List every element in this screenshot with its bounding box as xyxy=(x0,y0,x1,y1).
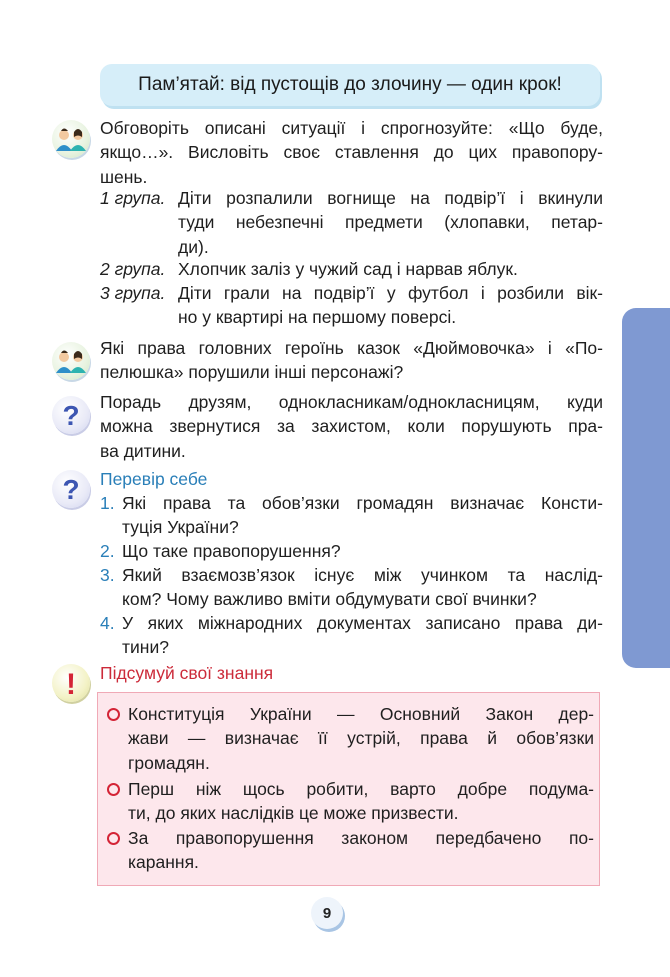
question-icon xyxy=(52,396,90,434)
question-number: 1. xyxy=(100,493,115,513)
bullet-circle-icon xyxy=(107,783,120,796)
check-heading: Перевір себе xyxy=(100,469,208,489)
group-icon xyxy=(52,342,90,380)
text-line: Обговоріть описані ситуації і спрогнозуйте: «Що буде, xyxy=(100,118,603,138)
text-line: якщо…». Висловіть своє ставлення до цих правопору- xyxy=(100,142,603,163)
text-line: карання. xyxy=(128,852,199,873)
text-line: Який взаємозв’язок існує між учинком та наслід- xyxy=(122,565,603,585)
summary-heading: Підсумуй свої знання xyxy=(100,663,274,683)
side-tab xyxy=(622,308,670,668)
reminder-banner xyxy=(100,64,600,106)
text-line: ва дитини. xyxy=(100,440,186,461)
text-line: громадян. xyxy=(128,752,210,773)
group-label: 2 група. xyxy=(100,259,166,279)
text-line: ти, до яких наслідків це може призвести. xyxy=(128,803,459,824)
group-label: 3 група. xyxy=(100,283,166,303)
advice-task xyxy=(100,390,603,463)
text-line: Які права головних героїнь казок «Дюймовочка» і «По- xyxy=(100,338,603,358)
text-line: пелюшка» порушили інші персонажі? xyxy=(100,362,404,383)
text-line: Порадь друзям, однокласникам/однокласницям, куди xyxy=(100,392,603,412)
question-icon xyxy=(52,470,90,508)
text-line: но у квартирі на першому поверсі. xyxy=(178,307,457,328)
text-line: ком? Чому важливо вміти обдумувати свої вчинки? xyxy=(122,589,537,610)
svg-text:!: ! xyxy=(66,668,76,701)
text-line: шень. xyxy=(100,166,148,187)
text-line: жави — визначає її устрій, права й обов’язки xyxy=(128,728,594,749)
tales-question xyxy=(100,336,603,385)
summary-box xyxy=(97,692,600,886)
text-line: туди небезпечні предмети (хлопавки, петар- xyxy=(178,212,603,233)
text-line: Що таке правопорушення? xyxy=(122,541,341,561)
text-line: У яких міжнародних документах записано права ди- xyxy=(122,613,603,633)
text-line: Діти грали на подвір’ї у футбол і розбили вік- xyxy=(178,283,603,303)
text-line: тини? xyxy=(122,637,169,658)
alert-icon xyxy=(52,664,90,702)
bullet-circle-icon xyxy=(107,832,120,845)
text-line: ди). xyxy=(178,236,209,257)
text-line: туція України? xyxy=(122,517,239,538)
discussion-intro xyxy=(100,116,603,189)
group-label: 1 група. xyxy=(100,188,166,208)
svg-text:?: ? xyxy=(62,474,80,505)
text-line: За правопорушення законом передбачено по- xyxy=(128,828,594,848)
question-number: 2. xyxy=(100,541,115,561)
text-line: Конституція України — Основний Закон дер- xyxy=(128,704,594,724)
text-line: Перш ніж щось робити, варто добре подума- xyxy=(128,779,594,799)
svg-text:?: ? xyxy=(62,400,80,431)
text-line: можна звернутися за захистом, коли порушують пра- xyxy=(100,416,603,437)
question-number: 3. xyxy=(100,565,115,585)
text-line: Які права та обов’язки громадян визначає Консти- xyxy=(122,493,603,513)
group-icon xyxy=(52,120,90,158)
reminder-text: Пам’ятай: від пустощів до злочину — один крок! xyxy=(138,74,562,95)
text-line: Хлопчик заліз у чужий сад і нарвав яблук. xyxy=(178,259,518,279)
question-number: 4. xyxy=(100,613,115,633)
page-number: 9 xyxy=(311,897,343,929)
text-line: Діти розпалили вогнище на подвір’ї і вкинули xyxy=(178,188,603,208)
bullet-circle-icon xyxy=(107,708,120,721)
